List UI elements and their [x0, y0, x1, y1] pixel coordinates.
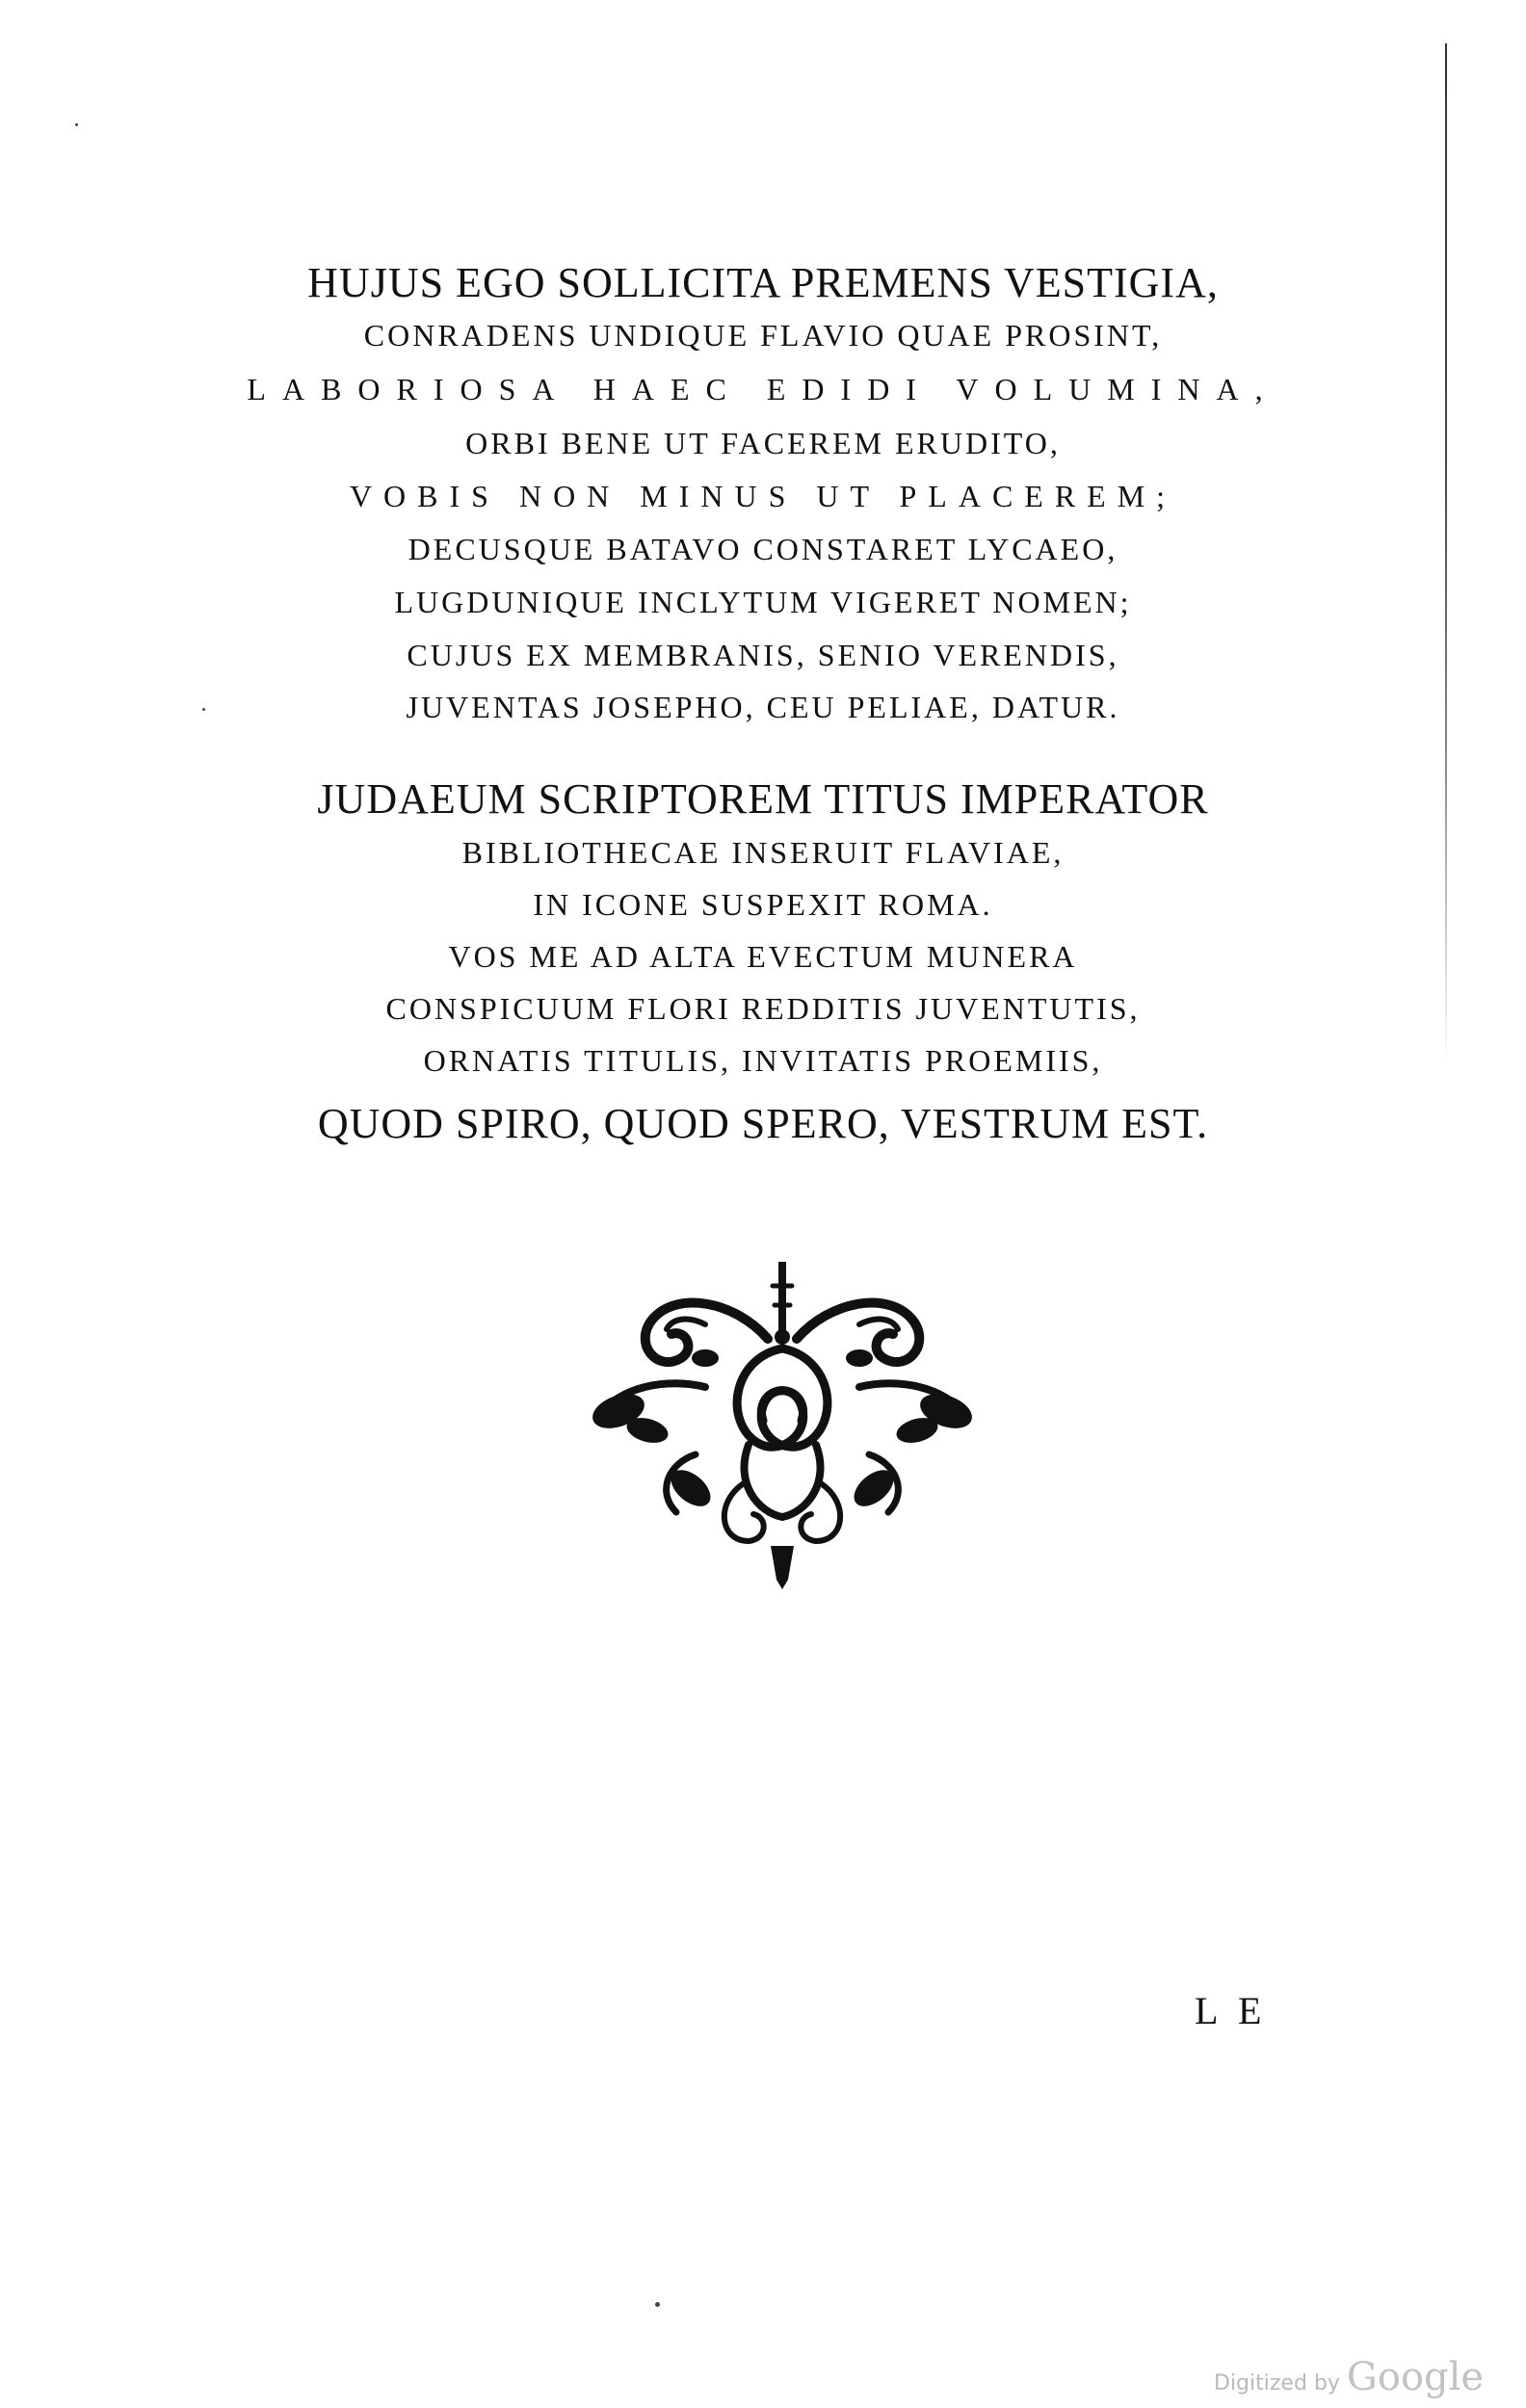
text-line-14: CONSPICUUM FLORI REDDITIS JUVENTUTIS, [385, 991, 1141, 1026]
text-line-5: VOBIS NON MINUS UT PLACEREM; [349, 479, 1177, 513]
text-line-10: JUDAEUM SCRIPTOREM TITUS IMPERATOR [317, 775, 1209, 823]
catchword: L E [1195, 1989, 1268, 2032]
text-line-6: DECUSQUE BATAVO CONSTARET LYCAEO, [408, 532, 1118, 566]
text-line-4: ORBI BENE UT FACEREM ERUDITO, [465, 426, 1061, 460]
text-line-15: ORNATIS TITULIS, INVITATIS PROEMIIS, [423, 1043, 1103, 1078]
text-line-11: BIBLIOTHECAE INSERUIT FLAVIAE, [461, 835, 1065, 870]
text-line-16: QUOD SPIRO, QUOD SPERO, VESTRUM EST. [317, 1100, 1209, 1147]
text-line-2: CONRADENS UNDIQUE FLAVIO QUAE PROSINT, [363, 318, 1163, 353]
text-line-8: CUJUS EX MEMBRANIS, SENIO VERENDIS, [407, 638, 1119, 672]
fleuron-ornament-icon [590, 1262, 975, 1589]
watermark-prefix: Digitized by [1214, 2371, 1340, 2395]
digitized-watermark [1214, 2355, 1485, 2399]
text-line-9: JUVENTAS JOSEPHO, CEU PELIAE, DATUR. [406, 690, 1120, 724]
paper-speck [655, 2302, 660, 2307]
paper-speck [202, 708, 205, 711]
text-line-3: LABORIOSA HAEC EDIDI VOLUMINA, [247, 372, 1279, 406]
text-line-1: HUJUS EGO SOLLICITA PREMENS VESTIGIA, [307, 259, 1219, 306]
paper-speck [75, 123, 78, 126]
text-line-12: IN ICONE SUSPEXIT ROMA. [533, 887, 993, 922]
watermark-brand: Google [1346, 2355, 1485, 2399]
text-line-7: LUGDUNIQUE INCLYTUM VIGERET NOMEN; [394, 585, 1132, 619]
text-line-13: VOS ME AD ALTA EVECTUM MUNERA [448, 939, 1078, 974]
